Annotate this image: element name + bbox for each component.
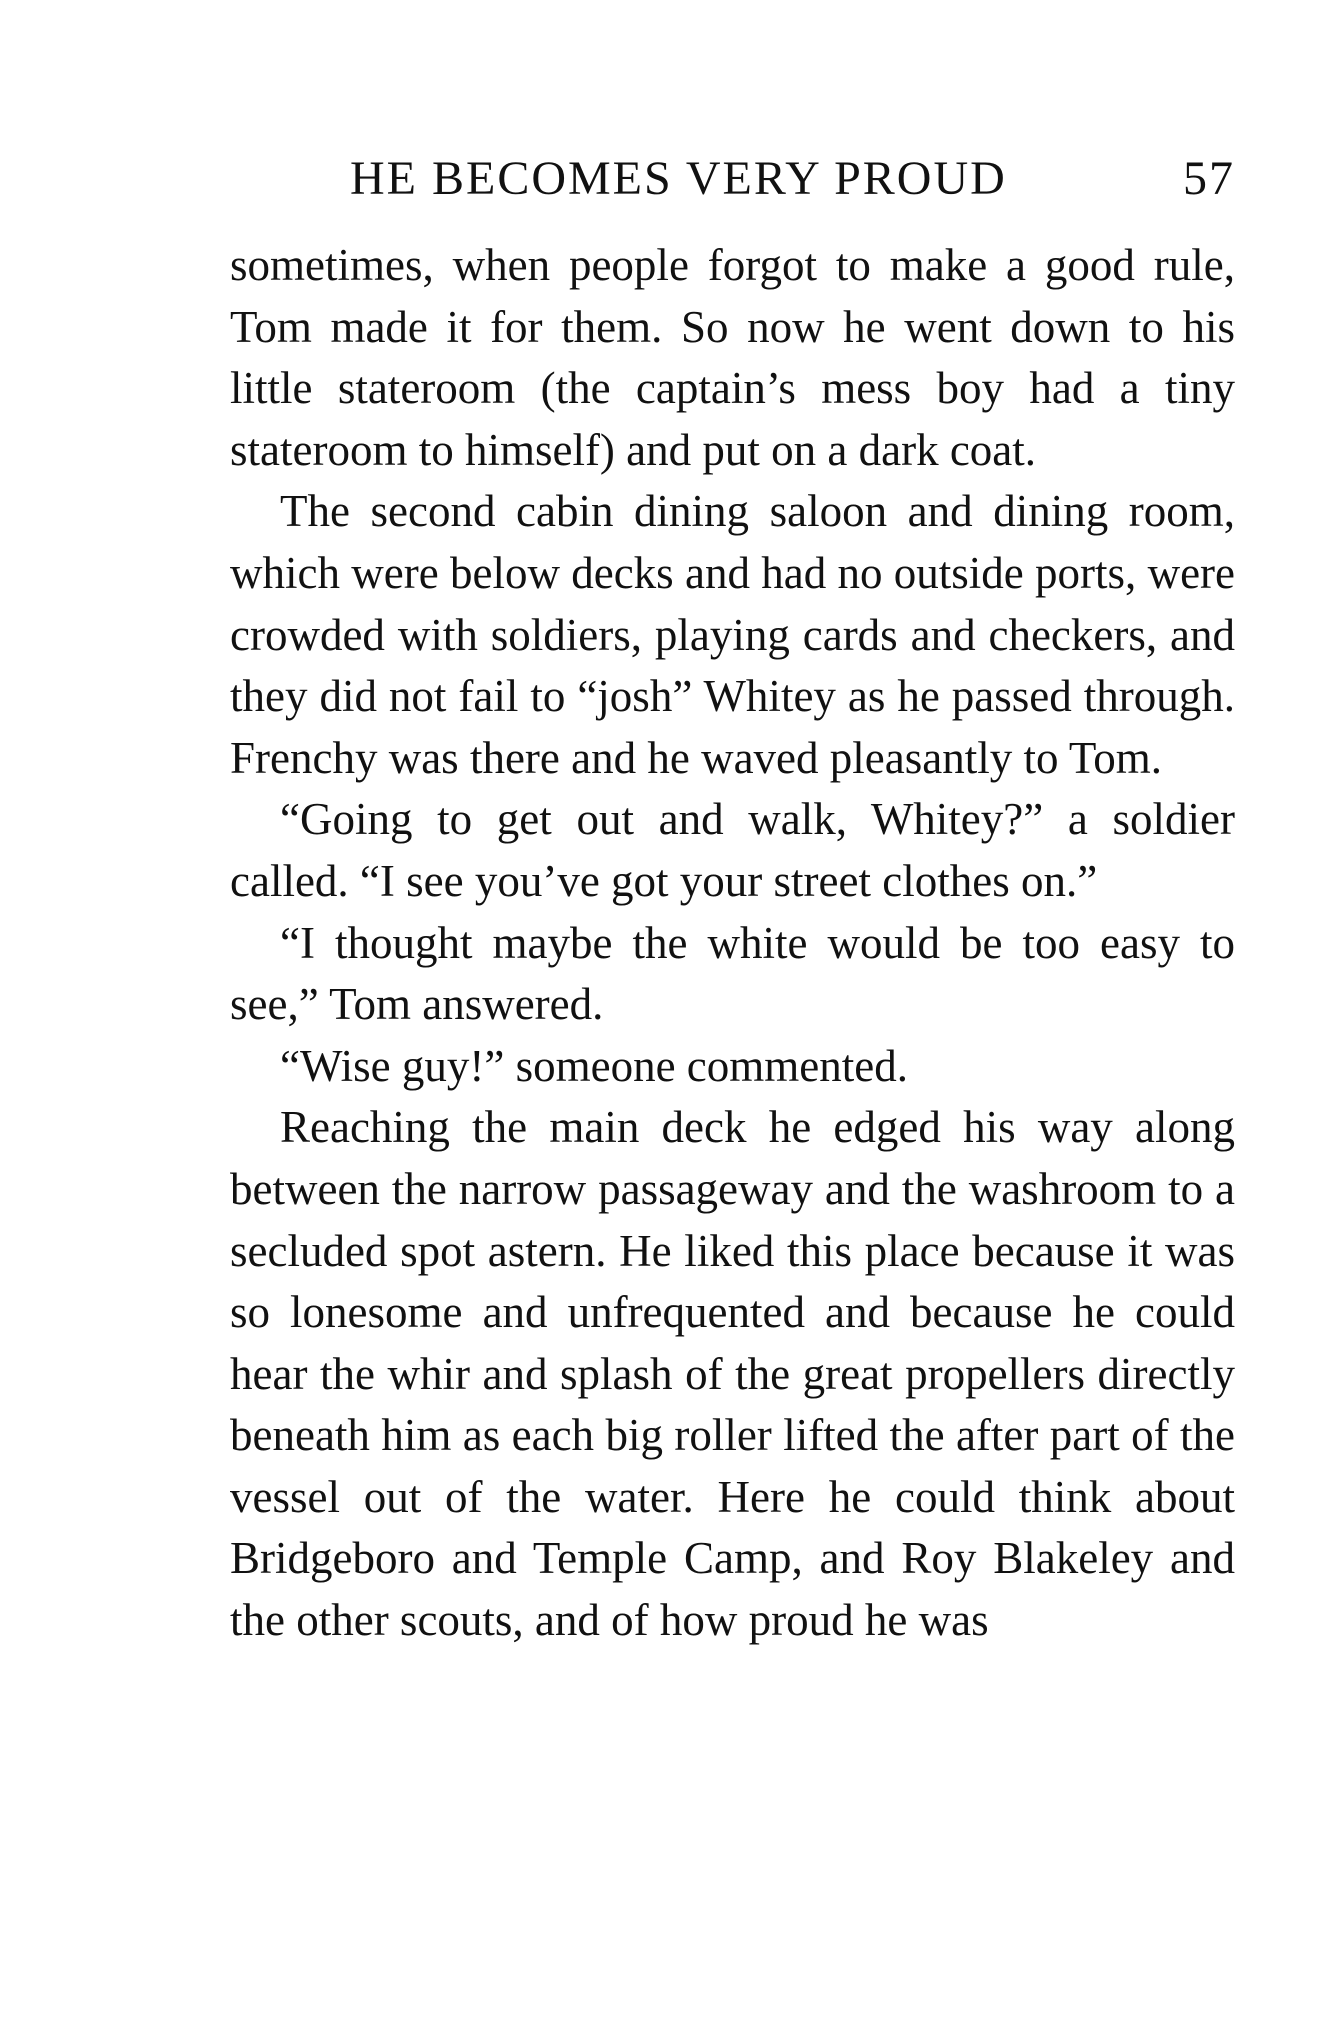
page-number: 57: [1183, 152, 1235, 205]
paragraph-dining-saloon: The second cabin dining saloon and dining room, which were below decks and had no outside ports, were crowded with soldiers, playing cards and checkers, and they did not fail to “josh” Whitey as he passed through. Frenchy was there and he waved pleasantly to Tom.: [230, 486, 1235, 783]
paragraph-continuation: sometimes, when people forgot to make a good rule, Tom made it for them. So now he went down to his little stateroom (the captain’s mess boy had a tiny stateroom to himself) and put on a dark coat.: [230, 240, 1235, 475]
chapter-title: HE BECOMES VERY PROUD: [350, 152, 1007, 205]
body-text: [230, 235, 1235, 1652]
paragraph-main-deck: Reaching the main deck he edged his way along between the narrow passageway and the washroom to a secluded spot astern. He liked this place because it was so lonesome and unfrequented and because he could hear the whir and splash of the great propellers directly beneath him as each big roller lifted the after part of the vessel out of the water. Here he could think about Bridgeboro and Temple Camp, and Roy Blakeley and the other scouts, and of how proud he was: [230, 1102, 1235, 1646]
paragraph-soldier-question: “Going to get out and walk, Whitey?” a soldier called. “I see you’ve got your street clothes on.”: [230, 794, 1235, 906]
paragraph-wise-guy: “Wise guy!” someone commented.: [280, 1040, 908, 1091]
running-head: [230, 148, 1235, 210]
paragraph-tom-answer: “I thought maybe the white would be too easy to see,” Tom answered.: [230, 917, 1235, 1030]
